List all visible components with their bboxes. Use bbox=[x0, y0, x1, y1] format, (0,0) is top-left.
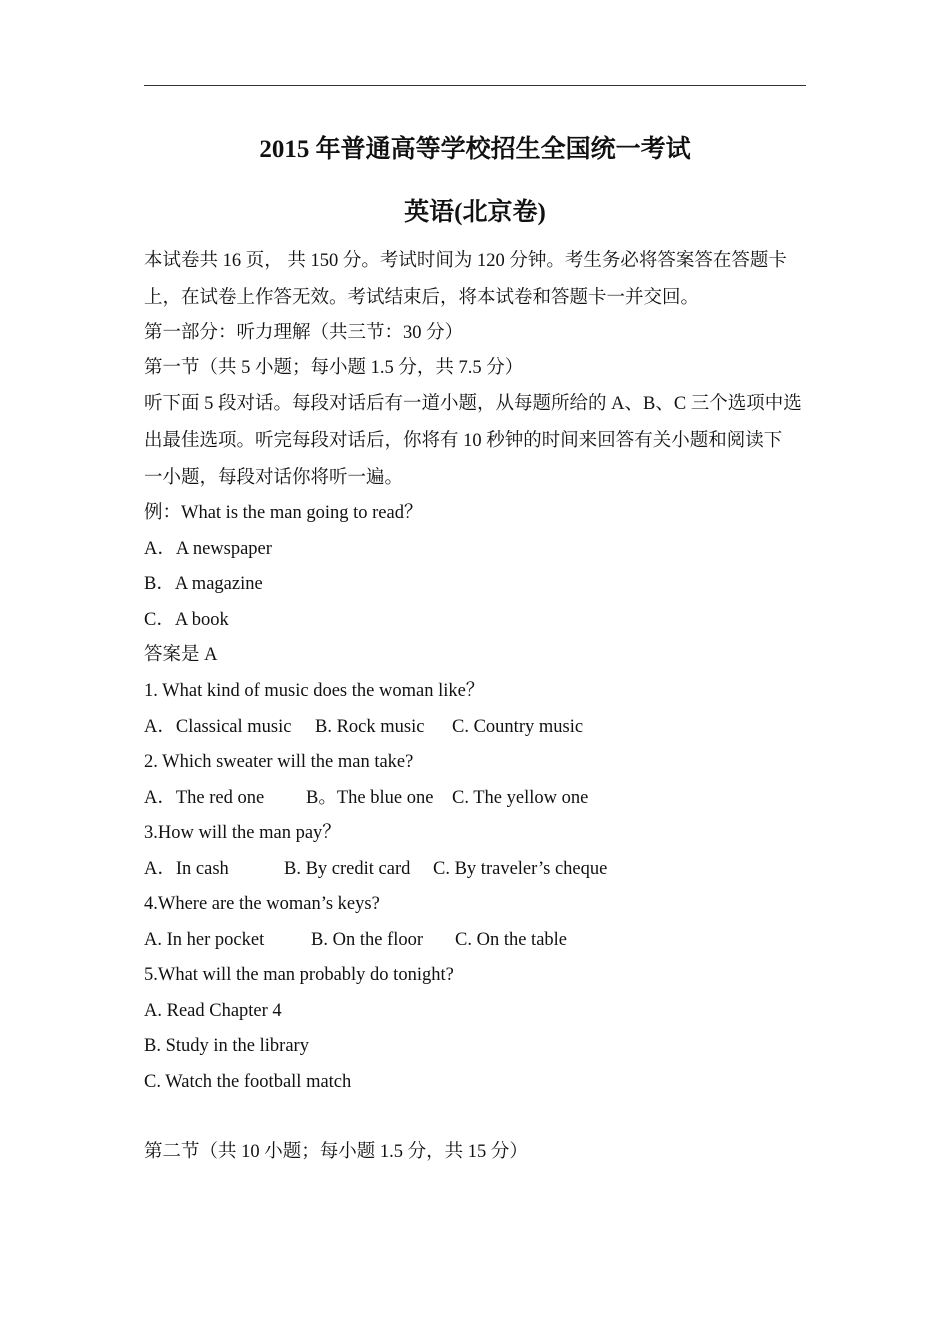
example-question: 例：What is the man going to read？ bbox=[144, 503, 423, 523]
example-option-b: B．A magazine bbox=[144, 574, 263, 594]
option-b: B. On the floor bbox=[311, 930, 424, 950]
example-option-a: A．A newspaper bbox=[144, 539, 272, 559]
section2-heading: 第二节（共 10 小题；每小题 1.5 分，共 15 分） bbox=[144, 1142, 528, 1162]
part1-heading: 第一部分：听力理解（共三节：30 分） bbox=[144, 323, 464, 343]
header-rule bbox=[144, 85, 806, 86]
question-5-option-a: A. Read Chapter 4 bbox=[144, 1001, 282, 1021]
option-c: C. On the table bbox=[455, 930, 568, 950]
option-a: A．The red one bbox=[144, 788, 265, 808]
question-4: 4.Where are the woman’s keys? bbox=[144, 894, 380, 914]
question-1-options bbox=[144, 715, 806, 739]
example-option-c: C．A book bbox=[144, 610, 229, 630]
option-b: B。The blue one bbox=[306, 788, 434, 808]
question-3: 3.How will the man pay？ bbox=[144, 823, 341, 843]
option-c: C. Country music bbox=[452, 717, 584, 737]
intro-line-2: 上，在试卷上作答无效。考试结束后，将本试卷和答题卡一并交回。 bbox=[144, 288, 700, 308]
section1-heading: 第一节（共 5 小题；每小题 1.5 分，共 7.5 分） bbox=[144, 358, 524, 378]
question-5-option-c: C. Watch the football match bbox=[144, 1072, 352, 1092]
exam-title: 2015 年普通高等学校招生全国统一考试 bbox=[259, 136, 691, 163]
question-2: 2. Which sweater will the man take? bbox=[144, 752, 414, 772]
option-a: A. In her pocket bbox=[144, 930, 265, 950]
question-5-option-b: B. Study in the library bbox=[144, 1036, 309, 1056]
question-1: 1. What kind of music does the woman like？ bbox=[144, 681, 485, 701]
question-3-options bbox=[144, 857, 806, 881]
question-2-options bbox=[144, 786, 806, 810]
exam-subtitle: 英语(北京卷) bbox=[404, 199, 546, 226]
instruction-line-1: 听下面 5 段对话。每段对话后有一道小题，从每题所给的 A、B、C 三个选项中选 bbox=[144, 394, 802, 414]
question-4-options bbox=[144, 928, 806, 952]
option-b: B. By credit card bbox=[284, 859, 411, 879]
intro-line-1: 本试卷共 16 页， 共 150 分。考试时间为 120 分钟。考生务必将答案答在答题卡 bbox=[144, 251, 787, 271]
example-answer: 答案是 A bbox=[144, 645, 218, 665]
instruction-line-2: 出最佳选项。听完每段对话后，你将有 10 秒钟的时间来回答有关小题和阅读下 bbox=[144, 431, 783, 451]
instruction-line-3: 一小题，每段对话你将听一遍。 bbox=[144, 468, 404, 488]
option-c: C. The yellow one bbox=[452, 788, 589, 808]
option-b: B. Rock music bbox=[315, 717, 425, 737]
option-a: A．Classical music bbox=[144, 717, 292, 737]
question-5: 5.What will the man probably do tonight? bbox=[144, 965, 454, 985]
option-c: C. By traveler’s cheque bbox=[433, 859, 608, 879]
option-a: A．In cash bbox=[144, 859, 229, 879]
